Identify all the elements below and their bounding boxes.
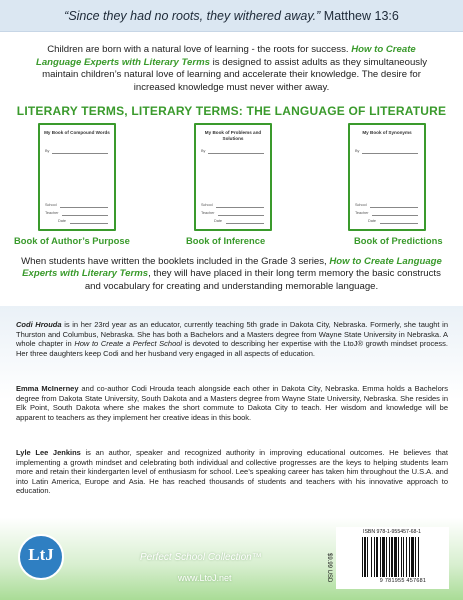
barcode-bar (382, 537, 385, 577)
book-cover-title: My Book of Problems and Solutions (204, 130, 262, 141)
date-label: Date (368, 219, 377, 223)
by-line (362, 153, 418, 154)
teacher-label: Teacher (355, 211, 369, 215)
barcode-bar (391, 537, 393, 577)
school-line (370, 207, 418, 208)
barcode-bar (362, 537, 363, 577)
author-name: Emma McInerney (16, 384, 79, 393)
price-text: $9.99 USD (326, 553, 332, 583)
series-title: How to Create Language Experts with Literary Terms (35, 44, 416, 68)
barcode-bar (376, 537, 378, 577)
bio-text: and co-author Codi Hrouda teach alongside each other in Dakota City, Nebraska. Emma holds a Bachelors degree from Dakota State University, South Dakota and a Masters degree from Wayne State University, Nebraska. She resides in Elk Point, South Dakota where she makes the short commute to Dakota City to teach. Her wisdom and knowledge will be apparent to teachers as they implement her creative ideas in this book. (16, 384, 448, 422)
school-label: School (201, 203, 213, 207)
date-line (70, 223, 108, 224)
book-cover-title: My Book of Synonyms (362, 130, 412, 135)
logo-text: LtJ (28, 545, 54, 564)
by-label: By (45, 149, 50, 153)
barcode-bar (406, 537, 407, 577)
author-name: Lyle Lee Jenkins (16, 448, 81, 457)
barcode-bar (367, 537, 368, 577)
teacher-label: Teacher (45, 211, 59, 215)
quote-text: “Since they had no roots, they withered away.” (64, 9, 321, 23)
closing-paragraph (14, 256, 449, 293)
barcode-bar (415, 537, 416, 577)
collection-name: Perfect School Collection™ (140, 552, 262, 563)
barcode-bar (389, 537, 390, 577)
by-label: By (355, 149, 360, 153)
book-cover-compound-words (38, 123, 116, 231)
bio-emma-mcinerney (16, 384, 448, 422)
barcode-bar (386, 537, 387, 577)
barcode-bar (411, 537, 414, 577)
by-line (52, 153, 108, 154)
date-line (226, 223, 264, 224)
school-label: School (355, 203, 367, 207)
bio-text: is in her 23rd year as an educator, currently teaching 5th grade in Dakota City, Nebraska. Formerly, she taught in Thurston and Columbus, Nebraska. She has both a Bachelors and a Masters degree from Wayne State University in Nebraska. A whole chapter in (16, 320, 448, 349)
school-line (60, 207, 108, 208)
closing-text: When students have written the booklets included in the Grade 3 series, (21, 256, 330, 267)
caption-authors-purpose: Book of Author’s Purpose (14, 235, 130, 246)
date-label: Date (58, 219, 67, 223)
barcode-bar (371, 537, 372, 577)
barcode-number: 9 781955 457681 (379, 578, 427, 584)
book-cover-synonyms (348, 123, 426, 231)
barcode-bar (364, 537, 366, 577)
barcode-bar (401, 537, 402, 577)
book-cover-problems-solutions (194, 123, 272, 231)
barcode-bar (394, 537, 397, 577)
isbn-text: ISBN 978-1-955457-68-1 (363, 529, 421, 535)
school-line (216, 207, 264, 208)
bio-lyle-lee-jenkins (16, 448, 448, 496)
by-line (208, 153, 264, 154)
website-url: www.LtoJ.net (178, 573, 232, 583)
caption-inference: Book of Inference (186, 235, 266, 246)
date-line (380, 223, 418, 224)
bio-codi-hrouda (16, 320, 448, 358)
barcode-block (326, 527, 449, 589)
closing-text-rest: , they will have placed in their long term memory the basic constructs and vocabulary for creating and understanding memorable language. (84, 268, 441, 292)
epigraph (0, 9, 463, 23)
teacher-label: Teacher (201, 211, 215, 215)
book-cover-title: My Book of Compound Words (44, 130, 110, 135)
teacher-line (218, 215, 264, 216)
teacher-line (372, 215, 418, 216)
ltoj-logo (18, 534, 64, 580)
barcode (362, 537, 444, 577)
section-title: LITERARY TERMS, LITERARY TERMS: THE LANGUAGE OF LITERATURE (16, 104, 447, 118)
school-label: School (45, 203, 57, 207)
barcode-bar (403, 537, 404, 577)
intro-text-rest: is designed to assist adults as they simultaneously maintain children’s natural love of learning and accelerate their knowledge. The desire for increased knowledge must never wither away. (42, 56, 428, 93)
barcode-bar (380, 537, 381, 577)
author-name: Codi Hrouda (16, 320, 62, 329)
bio-text: is an author, speaker and recognized authority in improving educational outcomes. He believes that implementing a growth mindset and celebrating both individual and collective progresses are the keys to helping students learn more and retain their kindergarten level of enthusiasm for school. Lee’s speaking career has taken him throughout the U.S.A. and into Latin America, Europe and Asia. He has reached thousands of students and teachers with his innovative approach to education. (16, 448, 448, 496)
book-title: How to Create a Perfect School (74, 339, 183, 349)
date-label: Date (214, 219, 223, 223)
bio-text-rest: is devoted to describing her expertise with the LtoJ® growth mindset process. Her three daughters keep Codi and her husband very engaged in all aspects of education. (16, 339, 448, 358)
teacher-line (62, 215, 108, 216)
quote-reference: Matthew 13:6 (323, 9, 399, 23)
barcode-bar (409, 537, 410, 577)
barcode-bar (398, 537, 399, 577)
barcode-bar (374, 537, 375, 577)
barcode-bar (418, 537, 419, 577)
series-title: How to Create Language Experts with Literary Terms (22, 256, 442, 280)
intro-text: Children are born with a natural love of learning - the roots for success. (47, 44, 352, 55)
caption-predictions: Book of Predictions (354, 235, 443, 246)
intro-paragraph (24, 44, 439, 94)
by-label: By (201, 149, 206, 153)
